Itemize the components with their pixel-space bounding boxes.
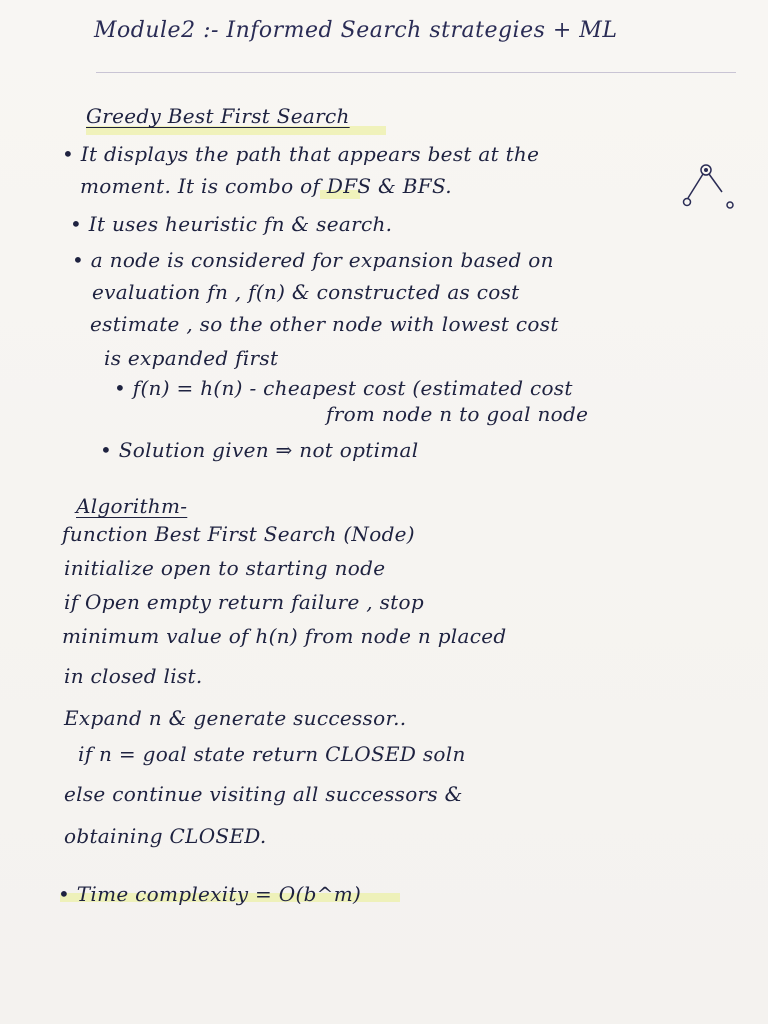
bullet-line: • It displays the path that appears best at the	[62, 142, 540, 166]
algorithm-line: minimum value of h(n) from node n placed	[62, 624, 507, 648]
bullet-line: from node n to goal node	[326, 402, 589, 426]
tree-sketch-icon	[670, 160, 750, 220]
page-title: Module2 :- Informed Search strategies + ML	[94, 18, 618, 43]
algorithm-heading: Algorithm-	[76, 494, 188, 518]
algorithm-line: initialize open to starting node	[64, 556, 386, 580]
algorithm-line: Expand n & generate successor..	[64, 706, 407, 730]
bullet-line: • It uses heuristic fn & search.	[70, 212, 393, 236]
bullet-line: is expanded first	[104, 346, 279, 370]
bullet-line: evaluation fn , f(n) & constructed as cost	[92, 280, 520, 304]
algorithm-line: if Open empty return failure , stop	[64, 590, 424, 614]
algorithm-line: function Best First Search (Node)	[62, 522, 415, 546]
algorithm-line: obtaining CLOSED.	[64, 824, 267, 848]
bullet-line: • Solution given ⇒ not optimal	[100, 438, 419, 462]
bullet-line: estimate , so the other node with lowest cost	[90, 312, 559, 336]
algorithm-line: else continue visiting all successors &	[64, 782, 463, 806]
title-rule	[96, 72, 736, 73]
bullet-line: moment. It is combo of DFS & BFS.	[80, 174, 452, 198]
bullet-line: • f(n) = h(n) - cheapest cost (estimated cost	[114, 376, 573, 400]
algorithm-line: if n = goal state return CLOSED soln	[78, 742, 466, 766]
time-complexity: • Time complexity = O(b^m)	[58, 882, 362, 906]
section-heading: Greedy Best First Search	[86, 104, 350, 128]
algorithm-line: in closed list.	[64, 664, 203, 688]
bullet-line: • a node is considered for expansion based on	[72, 248, 554, 272]
